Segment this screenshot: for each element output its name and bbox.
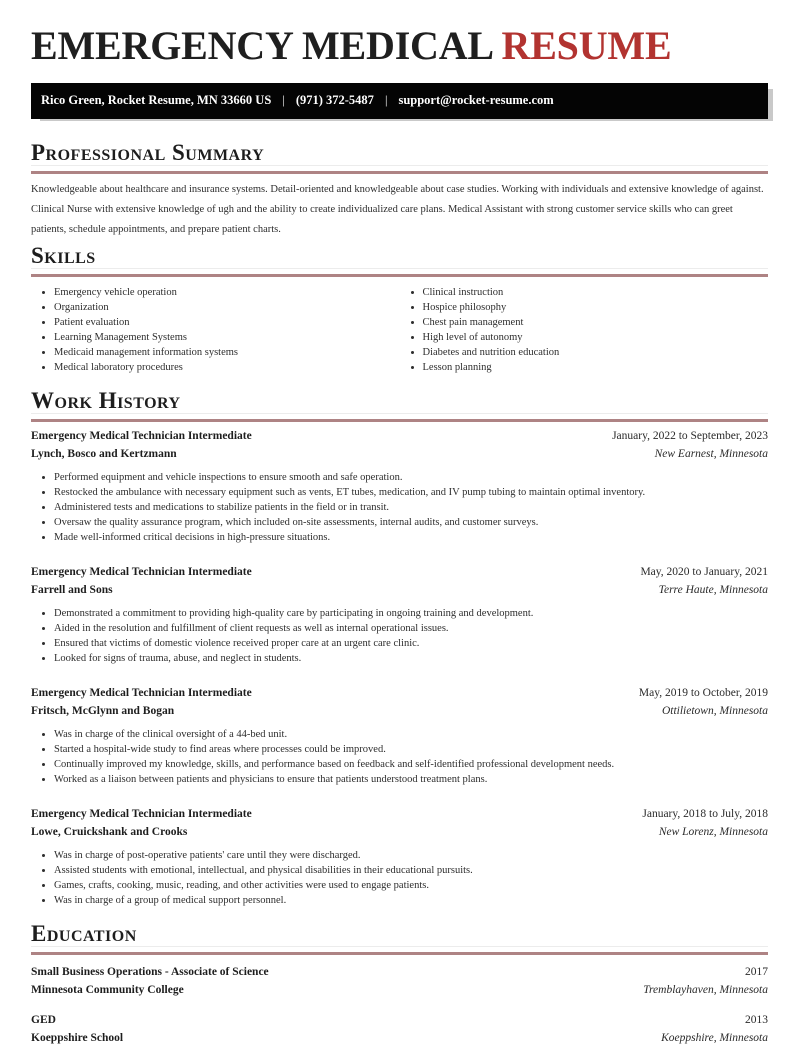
job-dates: January, 2022 to September, 2023 <box>612 430 768 443</box>
education-entry <box>31 963 768 999</box>
job-company: Farrell and Sons <box>31 584 113 597</box>
job-bullet: • Was in charge of the clinical oversight of a 44-bed unit. <box>54 727 768 742</box>
skill-item: • Hospice philosophy <box>423 300 769 315</box>
job-bullet: • Games, crafts, cooking, music, reading, and other activities were used to engage patients. <box>54 878 768 893</box>
job-bullet: • Worked as a liaison between patients and physicians to ensure that patients understood treatment plans. <box>54 772 768 787</box>
job-dates: May, 2020 to January, 2021 <box>640 566 768 579</box>
job-bullet: • Ensured that victims of domestic violence received proper care at an urgent care clinic. <box>54 636 768 651</box>
education-location: Koeppshire, Minnesota <box>661 1032 768 1045</box>
section-divider <box>31 274 768 277</box>
job-bullet: • Restocked the ambulance with necessary equipment such as vents, ET tubes, medication, and IV pump tubing to maintain optimal inventory. <box>54 485 768 500</box>
summary-text: Knowledgeable about healthcare and insurance systems. Detail-oriented and knowledgeable about case studies. Working with individuals and extensive knowledge of against. Clinical Nurse with extensive knowledge of ugh and the ability to create individualized care plans. Medical Assistant with strong customer service skills who can greet patients, schedule appointments, and prepare patient charts. <box>31 184 764 236</box>
education-year: 2017 <box>745 966 768 979</box>
work-entry <box>31 563 768 666</box>
skill-item: • Clinical instruction <box>423 285 769 300</box>
work-entry <box>31 684 768 787</box>
job-dates: May, 2019 to October, 2019 <box>638 687 768 700</box>
job-bullet: • Looked for signs of trauma, abuse, and neglect in students. <box>54 651 768 666</box>
job-title: Emergency Medical Technician Intermediate <box>31 566 252 579</box>
section-education <box>31 922 768 1047</box>
job-location: Terre Haute, Minnesota <box>658 584 768 597</box>
skill-item: • Medicaid management information systems <box>54 345 400 360</box>
job-bullet: • Administered tests and medications to stabilize patients in the field or in transit. <box>54 500 768 515</box>
skill-item: • Emergency vehicle operation <box>54 285 400 300</box>
section-divider <box>31 171 768 174</box>
skill-item: • Learning Management Systems <box>54 330 400 345</box>
contact-email: support@rocket-resume.com <box>398 93 554 108</box>
contact-bar <box>31 83 768 119</box>
skill-item: • High level of autonomy <box>423 330 769 345</box>
skill-item: • Diabetes and nutrition education <box>423 345 769 360</box>
job-company: Fritsch, McGlynn and Bogan <box>31 705 175 718</box>
job-bullet: • Started a hospital-wide study to find areas where processes could be improved. <box>54 742 768 757</box>
job-title: Emergency Medical Technician Intermediate <box>31 430 252 443</box>
education-location: Tremblayhaven, Minnesota <box>643 984 768 997</box>
education-year: 2013 <box>745 1014 768 1027</box>
job-bullet: • Assisted students with emotional, intellectual, and physical disabilities in their educational pursuits. <box>54 863 768 878</box>
skills-columns <box>31 285 768 375</box>
section-divider <box>31 419 768 422</box>
section-work-history <box>31 389 768 908</box>
skill-item: • Medical laboratory procedures <box>54 360 400 375</box>
work-entry <box>31 427 768 545</box>
job-company: Lowe, Cruickshank and Crooks <box>31 826 188 839</box>
contact-name-address: Rico Green, Rocket Resume, MN 33660 US <box>41 93 272 108</box>
job-location: Ottilietown, Minnesota <box>661 705 768 718</box>
job-bullet: • Demonstrated a commitment to providing high-quality care by participating in ongoing training and development. <box>54 606 768 621</box>
job-company: Lynch, Bosco and Kertzmann <box>31 448 177 461</box>
job-location: New Earnest, Minnesota <box>654 448 768 461</box>
page-title-dark: EMERGENCY MEDICAL <box>31 23 502 68</box>
section-divider <box>31 952 768 955</box>
work-entry <box>31 805 768 908</box>
job-bullet: • Oversaw the quality assurance program, which included on-site assessments, internal audits, and customer surveys. <box>54 515 768 530</box>
job-bullet: • Aided in the resolution and fulfillment of client requests as well as internal operational issues. <box>54 621 768 636</box>
job-bullet: • Continually improved my knowledge, skills, and performance based on feedback and self-identified professional development needs. <box>54 757 768 772</box>
work-history-heading: Work History <box>31 389 768 414</box>
page-title <box>31 24 768 67</box>
job-location: New Lorenz, Minnesota <box>658 826 768 839</box>
contact-phone: (971) 372-5487 <box>295 93 374 108</box>
education-degree: Small Business Operations - Associate of Science <box>31 966 269 979</box>
skills-column-left <box>31 285 400 375</box>
education-degree: GED <box>31 1014 56 1027</box>
job-bullet: • Performed equipment and vehicle inspections to ensure smooth and safe operation. <box>54 470 768 485</box>
education-heading: Education <box>31 922 768 947</box>
job-bullet: • Made well-informed critical decisions in high-pressure situations. <box>54 530 768 545</box>
section-skills <box>31 244 768 375</box>
skill-item: • Patient evaluation <box>54 315 400 330</box>
skill-item: • Lesson planning <box>423 360 769 375</box>
job-title: Emergency Medical Technician Intermediate <box>31 808 252 821</box>
job-bullet: • Was in charge of post-operative patients' care until they were discharged. <box>54 848 768 863</box>
education-school: Koeppshire School <box>31 1032 124 1045</box>
skills-column-right <box>400 285 769 375</box>
summary-heading: Professional Summary <box>31 141 768 166</box>
contact-separator: | <box>384 93 388 108</box>
skill-item: • Organization <box>54 300 400 315</box>
skill-item: • Chest pain management <box>423 315 769 330</box>
job-bullet: • Was in charge of a group of medical support personnel. <box>54 893 768 908</box>
contact-separator: | <box>282 93 285 108</box>
skills-heading: Skills <box>31 244 768 269</box>
education-entry <box>31 1011 768 1047</box>
section-professional-summary <box>31 141 768 240</box>
page-title-accent: RESUME <box>501 23 672 68</box>
education-school: Minnesota Community College <box>31 984 184 997</box>
job-dates: January, 2018 to July, 2018 <box>642 808 768 821</box>
job-title: Emergency Medical Technician Intermediate <box>31 687 252 700</box>
